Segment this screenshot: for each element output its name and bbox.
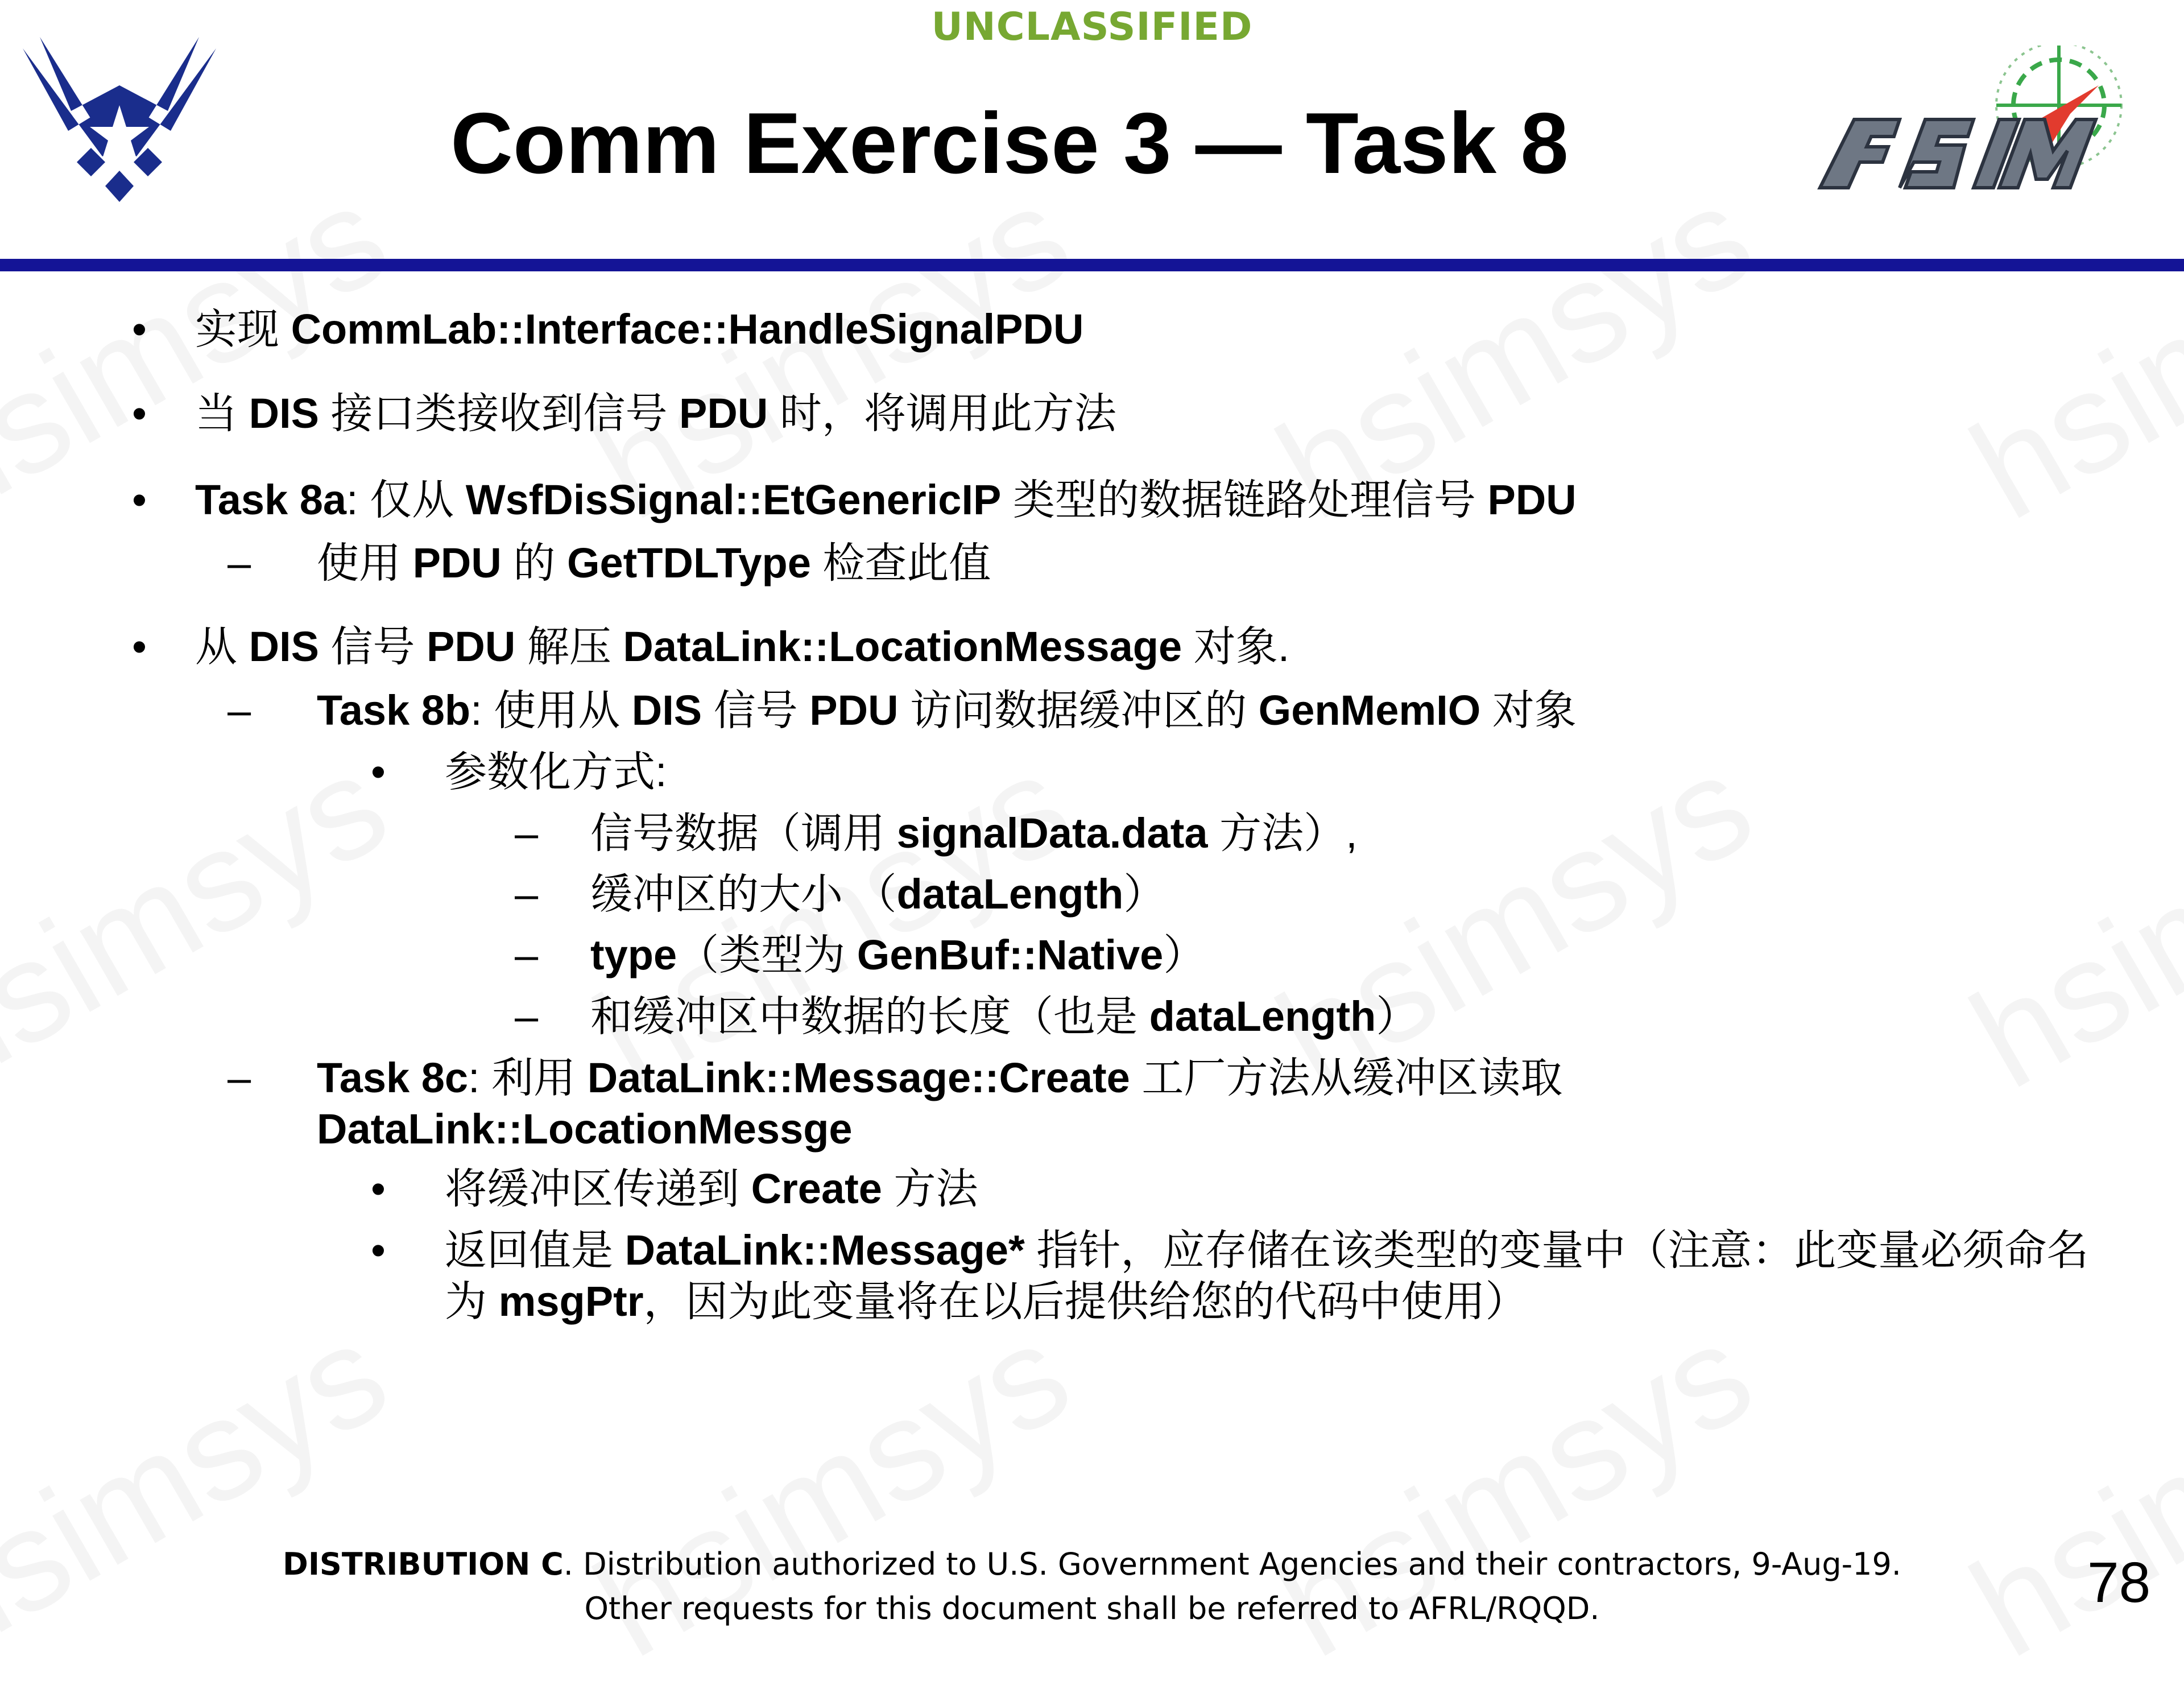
sub-sub-bullet-return-value: 返回值是 DataLink::Message* 指针，应存储在该类型的变量中（注意：此变量必须命名 (445, 1227, 2089, 1274)
sub-sub-bullet-parameterize: 参数化方式: (445, 748, 667, 795)
bullet-marker: • (132, 623, 147, 670)
dash-marker: – (228, 539, 251, 587)
page-number: 78 (2087, 1551, 2151, 1614)
sub-bullet-task-8b: Task 8b: 使用从 DIS 信号 PDU 访问数据缓冲区的 GenMemIO 对象 (317, 687, 1577, 734)
param-buffer-size: 缓冲区的大小 （dataLength） (590, 870, 1166, 918)
dash-marker: – (515, 931, 539, 978)
bullet-marker: • (371, 748, 386, 795)
dash-marker: – (228, 1054, 251, 1101)
bullet-dis-interface: 当 DIS 接口类接收到信号 PDU 时，将调用此方法 (195, 390, 1116, 437)
bullet-task-8a: Task 8a: 仅从 WsfDisSignal::EtGenericIP 类型的数据链路处理信号 PDU (195, 476, 1577, 523)
sub-bullet-task-8c: Task 8c: 利用 DataLink::Message::Create 工厂方法从缓冲区读取 (317, 1054, 1563, 1101)
watermark (1945, 1291, 2184, 1689)
bullet-implement-handler: 实现 CommLab::Interface::HandleSignalPDU (195, 305, 1084, 353)
bullet-marker: • (371, 1165, 386, 1212)
sub-bullet-task-8c-line2: DataLink::LocationMessge (317, 1105, 853, 1153)
watermark (1251, 1291, 1777, 1689)
dash-marker: – (515, 870, 539, 918)
watermark (1945, 722, 2184, 1120)
watermark (569, 1291, 1095, 1689)
afsim-logo (1803, 46, 2144, 216)
param-signal-data: 信号数据（调用 signalData.data 方法）, (590, 810, 1358, 857)
param-type: type（类型为 GenBuf::Native） (590, 931, 1206, 978)
classification-marking: UNCLASSIFIED (931, 5, 1253, 49)
sub-sub-bullet-return-value-line2: 为 msgPtr，因为此变量将在以后提供给您的代码中使用） (445, 1278, 1528, 1325)
distribution-statement: DISTRIBUTION C. Distribution authorized to U.S. Government Agencies and their contractors, 9-Aug-19. (283, 1546, 1901, 1582)
bullet-marker: • (132, 476, 147, 523)
distribution-referral: Other requests for this document shall be referred to AFRL/RQQD. (584, 1591, 1600, 1626)
dash-marker: – (228, 687, 251, 734)
bullet-unpack-location-message: 从 DIS 信号 PDU 解压 DataLink::LocationMessage 对象. (195, 623, 1290, 670)
sub-bullet-get-tdl-type: 使用 PDU 的 GetTDLType 检查此值 (317, 539, 991, 587)
sub-sub-bullet-pass-buffer: 将缓冲区传递到 Create 方法 (445, 1165, 978, 1212)
bullet-marker: • (132, 390, 147, 437)
dash-marker: – (515, 810, 539, 857)
param-data-length: 和缓冲区中数据的长度（也是 dataLength） (590, 993, 1418, 1040)
page-title: Comm Exercise 3 — Task 8 (450, 95, 1569, 192)
header-divider (0, 259, 2184, 271)
watermark (0, 1291, 412, 1689)
bullet-marker: • (132, 305, 147, 353)
dash-marker: – (515, 993, 539, 1040)
bullet-marker: • (371, 1227, 386, 1274)
